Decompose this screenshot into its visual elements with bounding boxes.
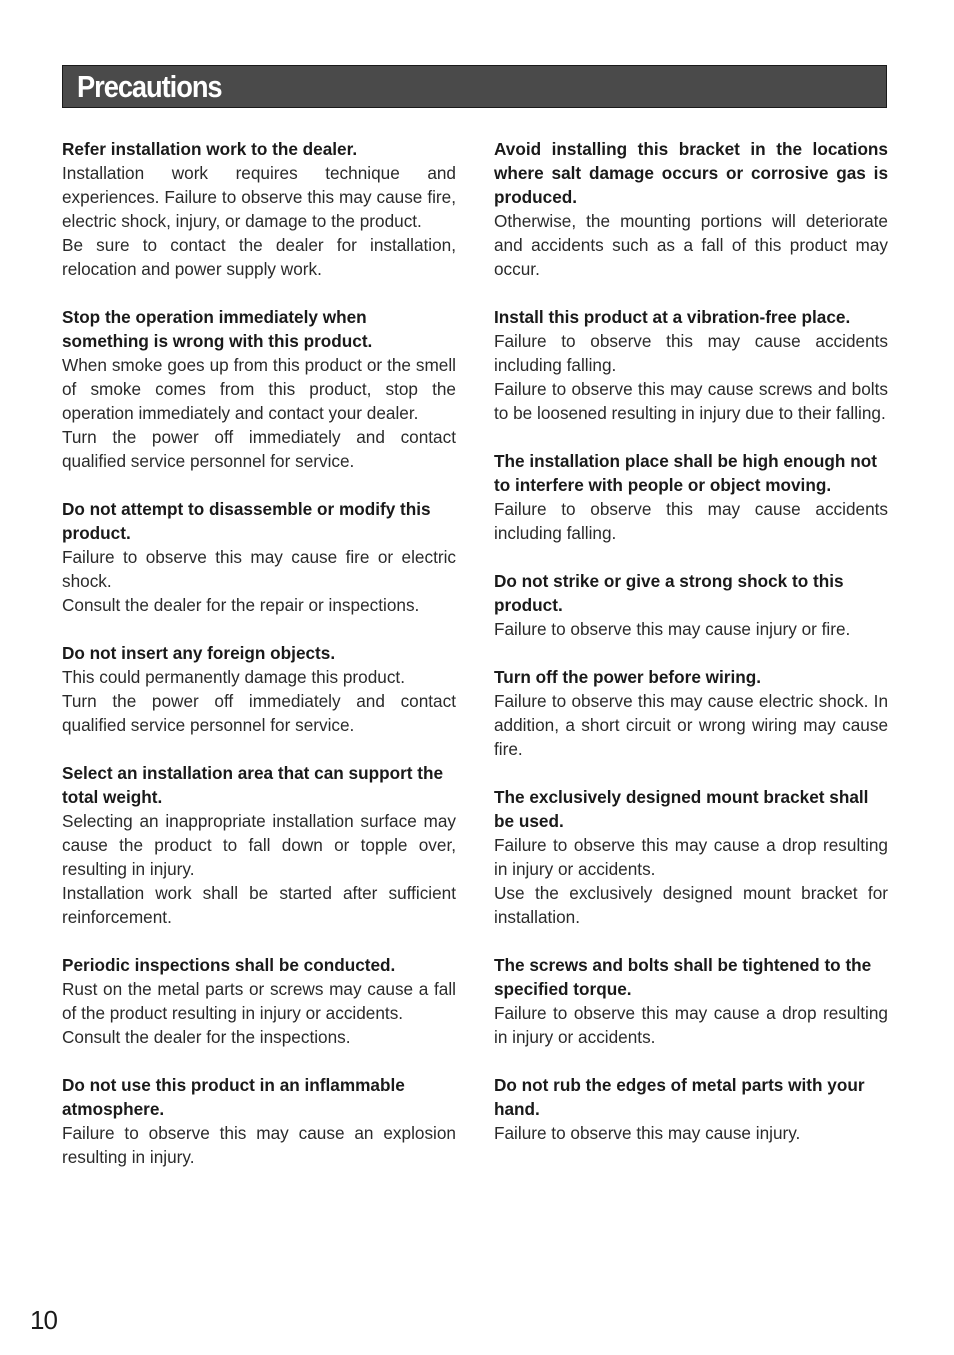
precaution-vibration-free xyxy=(494,305,888,425)
section-paragraph: Failure to observe this may cause accidents including falling. xyxy=(494,331,888,375)
section-paragraph: Failure to observe this may cause a drop resulting in injury or accidents. xyxy=(494,835,888,879)
section-paragraph: Rust on the metal parts or screws may cause a fall of the product resulting in injury or accidents. xyxy=(62,979,456,1023)
section-paragraph: Failure to observe this may cause electric shock. In addition, a short circuit or wrong wiring may cause fire. xyxy=(494,691,888,759)
section-heading: Do not use this product in an inflammable atmosphere. xyxy=(62,1075,405,1119)
precaution-installation-height xyxy=(494,449,888,545)
precaution-mount-bracket xyxy=(494,785,888,929)
precaution-support-weight xyxy=(62,761,456,929)
section-paragraph: Installation work shall be started after sufficient reinforcement. xyxy=(62,883,456,927)
precaution-no-disassemble xyxy=(62,497,456,617)
section-heading: The exclusively designed mount bracket shall be used. xyxy=(494,787,869,831)
section-paragraph: This could permanently damage this product. xyxy=(62,667,405,687)
section-paragraph: Failure to observe this may cause screws and bolts to be loosened resulting in injury due to their falling. xyxy=(494,379,888,423)
section-heading: Periodic inspections shall be conducted. xyxy=(62,955,396,975)
section-heading: Turn off the power before wiring. xyxy=(494,667,762,687)
right-column xyxy=(494,137,888,1169)
section-heading: Do not attempt to disassemble or modify this product. xyxy=(62,499,431,543)
precaution-salt-damage xyxy=(494,137,888,281)
page-title-bar xyxy=(62,65,887,108)
section-heading: The screws and bolts shall be tightened to the specified torque. xyxy=(494,955,872,999)
section-heading: Refer installation work to the dealer. xyxy=(62,139,358,159)
precaution-stop-operation xyxy=(62,305,456,473)
precaution-foreign-objects xyxy=(62,641,456,737)
section-heading: Avoid installing this bracket in the locations where salt damage occurs or corrosive gas is produced. xyxy=(494,139,888,207)
section-heading: The installation place shall be high enough not to interfere with people or object moving. xyxy=(494,451,877,495)
section-paragraph: When smoke goes up from this product or the smell of smoke comes from this product, stop the operation immediately and contact your dealer. xyxy=(62,355,456,423)
section-paragraph: Turn the power off immediately and contact qualified service personnel for service. xyxy=(62,691,456,735)
section-heading: Do not rub the edges of metal parts with your hand. xyxy=(494,1075,865,1119)
section-paragraph: Use the exclusively designed mount bracket for installation. xyxy=(494,883,888,927)
section-heading: Stop the operation immediately when something is wrong with this product. xyxy=(62,307,373,351)
section-paragraph: Failure to observe this may cause fire or electric shock. xyxy=(62,547,456,591)
section-paragraph: Consult the dealer for the repair or inspections. xyxy=(62,595,420,615)
section-paragraph: Failure to observe this may cause injury or fire. xyxy=(494,619,851,639)
precaution-no-strike xyxy=(494,569,888,641)
section-paragraph: Turn the power off immediately and contact qualified service personnel for service. xyxy=(62,427,456,471)
section-paragraph: Selecting an inappropriate installation surface may cause the product to fall down or topple over, resulting in injury. xyxy=(62,811,456,879)
section-heading: Install this product at a vibration-free place. xyxy=(494,307,851,327)
section-paragraph: Be sure to contact the dealer for installation, relocation and power supply work. xyxy=(62,235,456,279)
section-paragraph: Failure to observe this may cause an explosion resulting in injury. xyxy=(62,1123,456,1167)
page-title: Precautions xyxy=(77,69,222,104)
section-paragraph: Failure to observe this may cause a drop resulting in injury or accidents. xyxy=(494,1003,888,1047)
section-paragraph: Failure to observe this may cause injury. xyxy=(494,1123,801,1143)
section-paragraph: Failure to observe this may cause accidents including falling. xyxy=(494,499,888,543)
precaution-inflammable-atmosphere xyxy=(62,1073,456,1169)
precaution-dealer-installation xyxy=(62,137,456,281)
precaution-metal-edges xyxy=(494,1073,888,1145)
section-paragraph: Installation work requires technique and experiences. Failure to observe this may cause fire, electric shock, injury, or damage to the product. xyxy=(62,163,456,231)
section-heading: Do not insert any foreign objects. xyxy=(62,643,336,663)
section-heading: Do not strike or give a strong shock to this product. xyxy=(494,571,844,615)
precaution-power-off-wiring xyxy=(494,665,888,761)
precaution-screw-torque xyxy=(494,953,888,1049)
left-column xyxy=(62,137,456,1193)
precaution-periodic-inspections xyxy=(62,953,456,1049)
section-heading: Select an installation area that can support the total weight. xyxy=(62,763,444,807)
page-number: 10 xyxy=(30,1305,57,1335)
section-paragraph: Consult the dealer for the inspections. xyxy=(62,1027,351,1047)
section-paragraph: Otherwise, the mounting portions will deteriorate and accidents such as a fall of this product may occur. xyxy=(494,211,888,279)
